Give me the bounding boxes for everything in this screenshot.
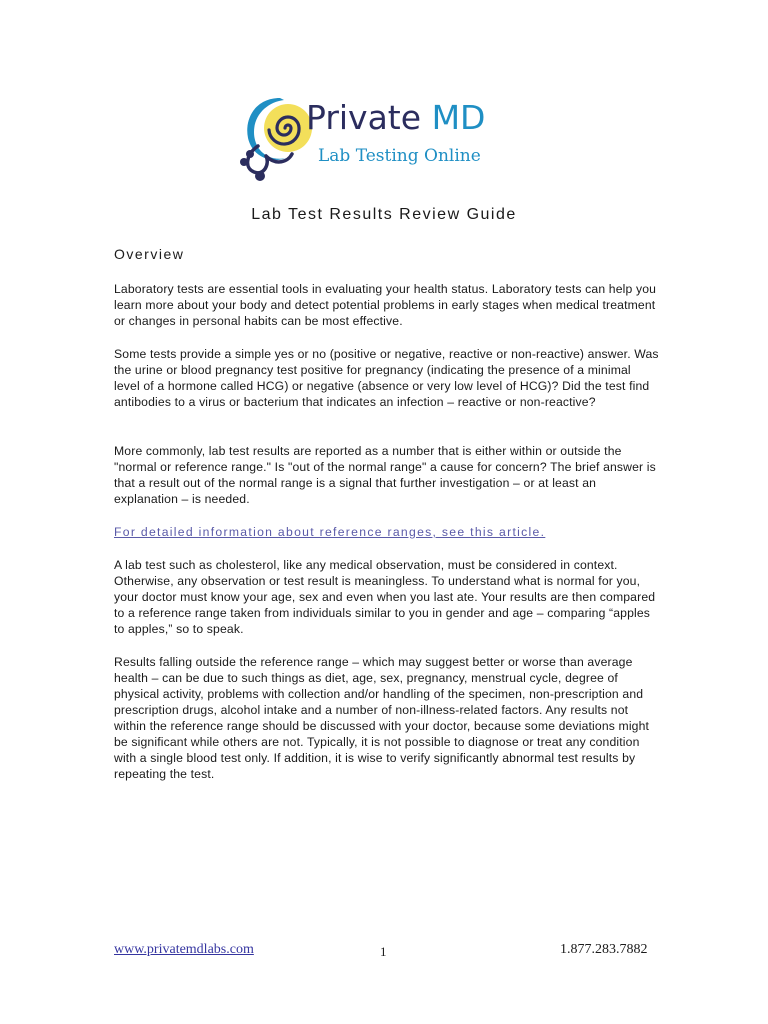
logo-brand-title [306,98,485,137]
footer-phone-number: 1.877.283.7882 [560,942,648,957]
stethoscope-swirl-icon [236,92,316,184]
private-md-logo [236,92,536,184]
logo-brand-main: Private [306,98,422,137]
paragraph-1: Laboratory tests are essential tools in evaluating your health status. Laboratory tests can help you learn more about your body and detect potential problems in early stages when medical treatment or changes in personal habits can be most effective. [114,282,657,328]
paragraph-4: A lab test such as cholesterol, like any medical observation, must be considered in context. Otherwise, any observation or test result is meaningless. To understand what is normal for you, your doctor must know your age, sex and even when you last ate. Your results are then compared to a reference range taken from individuals similar to you in gender and age – comparing “apples to apples,” so to speak. [114,558,656,636]
reference-ranges-article-link[interactable]: For detailed information about reference ranges, see this article. [114,525,546,539]
footer-website-link[interactable]: www.privatemdlabs.com [114,942,254,957]
document-title: Lab Test Results Review Guide [251,206,517,223]
paragraph-2: Some tests provide a simple yes or no (positive or negative, reactive or non-reactive) answer. Was the urine or blood pregnancy test positive for pregnancy (indicating the presence of a minimal level of a hormone called HCG) or negative (absence or very low level of HCG)? Did the test find antibodies to a virus or bacterium that indicates an infection – reactive or non-reactive? [114,347,659,409]
footer-page-number: 1 [380,944,387,959]
logo-tagline: Lab Testing Online [318,146,481,166]
paragraph-5: Results falling outside the reference range – which may suggest better or worse than average health – can be due to such things as diet, age, sex, pregnancy, menstrual cycle, degree of physical activity, problems with collection and/or handling of the specimen, non-prescription and prescription drugs, alcohol intake and a number of non-illness-related factors. Any results not within the reference range should be discussed with your doctor, because some deviations might be significant while others are not. Typically, it is not possible to diagnose or treat any condition with a single blood test only. If addition, it is wise to verify significantly abnormal test results by repeating the test. [114,655,650,781]
section-heading-overview: Overview [114,246,185,262]
logo-brand-accent: MD [431,98,486,137]
paragraph-3: More commonly, lab test results are reported as a number that is either within or outside the "normal or reference range." Is "out of the normal range" a cause for concern? The brief answer is that a result out of the normal range is a signal that further investigation – or at least an explanation – is needed. [114,444,656,506]
